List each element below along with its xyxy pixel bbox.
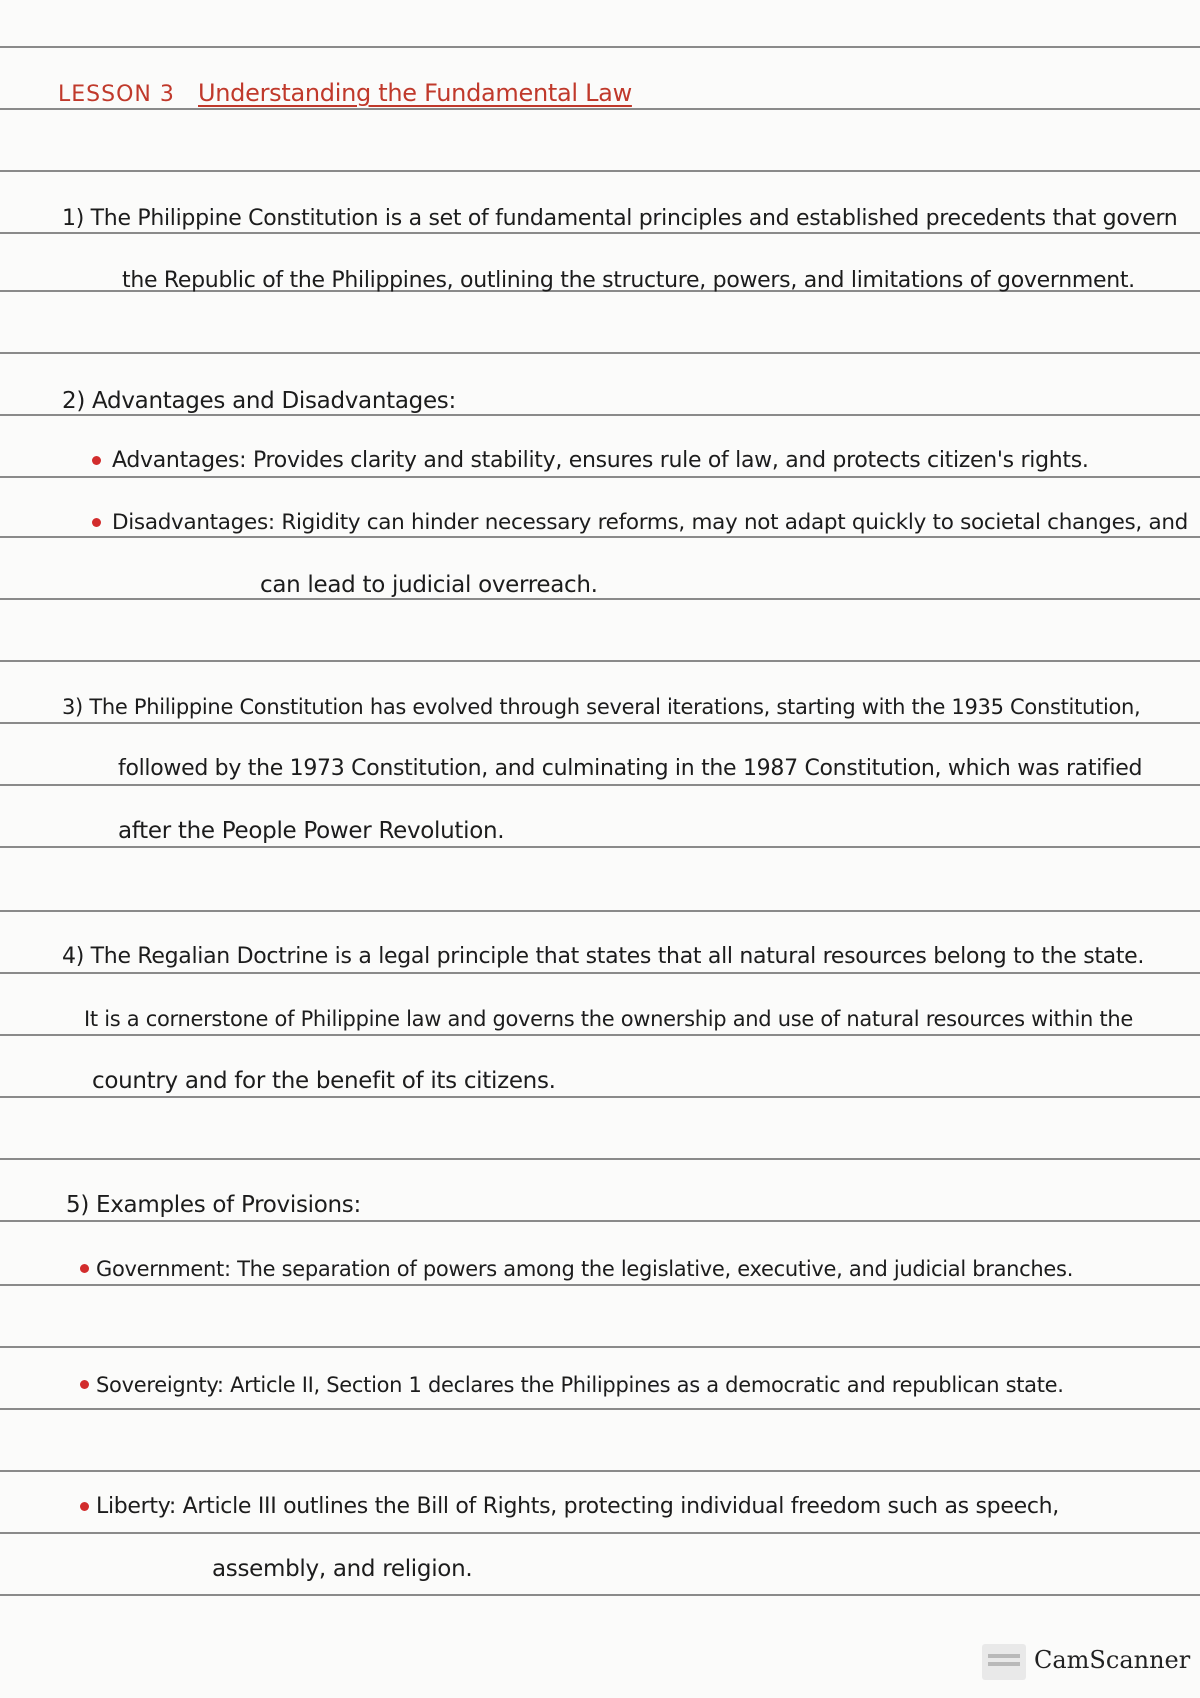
bullet-marker <box>80 1264 89 1273</box>
sovereignty-text: Sovereignty: Article II, Section 1 declares the Philippines as a democratic and republican state. <box>96 1373 1064 1397</box>
ruled-line <box>0 46 1200 48</box>
ruled-line <box>0 1408 1200 1410</box>
section-2-heading: 2) Advantages and Disadvantages: <box>62 388 456 414</box>
ruled-line <box>0 972 1200 974</box>
watermark-text: CamScanner <box>1034 1646 1191 1674</box>
disadvantages-text-line-1: Disadvantages: Rigidity can hinder necessary reforms, may not adapt quickly to societal changes, and <box>112 510 1189 535</box>
section-4-line-1: 4) The Regalian Doctrine is a legal principle that states that all natural resources belong to the state. <box>62 944 1145 969</box>
bullet-marker <box>92 456 101 465</box>
section-1-line-2: the Republic of the Philippines, outlining the structure, powers, and limitations of government. <box>122 268 1135 293</box>
ruled-line <box>0 170 1200 172</box>
ruled-line <box>0 108 1200 110</box>
section-3-line-3: after the People Power Revolution. <box>118 818 505 844</box>
ruled-line <box>0 1284 1200 1286</box>
lesson-title: Understanding the Fundamental Law <box>198 79 632 107</box>
ruled-line <box>0 1220 1200 1222</box>
section-1-line-1: 1) The Philippine Constitution is a set of fundamental principles and established precedents that govern <box>62 206 1178 231</box>
ruled-line <box>0 1532 1200 1534</box>
ruled-line <box>0 1158 1200 1160</box>
liberty-text-line-2: assembly, and religion. <box>212 1556 473 1582</box>
ruled-line <box>0 476 1200 478</box>
camscanner-logo-icon <box>982 1644 1026 1680</box>
government-text: Government: The separation of powers among the legislative, executive, and judicial branches. <box>96 1257 1074 1281</box>
camscanner-watermark <box>982 1640 1191 1684</box>
ruled-line <box>0 722 1200 724</box>
ruled-line <box>0 784 1200 786</box>
ruled-line <box>0 598 1200 600</box>
ruled-line <box>0 846 1200 848</box>
ruled-line <box>0 1470 1200 1472</box>
advantages-text: Advantages: Provides clarity and stability, ensures rule of law, and protects citizen's rights. <box>112 448 1089 473</box>
section-3-line-1: 3) The Philippine Constitution has evolved through several iterations, starting with the 1935 Constitution, <box>62 695 1141 719</box>
section-3-line-2: followed by the 1973 Constitution, and culminating in the 1987 Constitution, which was ratified <box>118 756 1143 781</box>
section-5-heading: 5) Examples of Provisions: <box>66 1192 361 1218</box>
bullet-marker <box>92 518 101 527</box>
ruled-line <box>0 910 1200 912</box>
lesson-label: LESSON 3 <box>58 82 175 107</box>
ruled-line <box>0 1034 1200 1036</box>
disadvantages-text-line-2: can lead to judicial overreach. <box>260 572 598 598</box>
ruled-line <box>0 660 1200 662</box>
ruled-line <box>0 1594 1200 1596</box>
bullet-marker <box>80 1502 89 1511</box>
liberty-text-line-1: Liberty: Article III outlines the Bill of Rights, protecting individual freedom such as speech, <box>96 1494 1059 1519</box>
section-4-line-3: country and for the benefit of its citizens. <box>92 1068 556 1094</box>
bullet-marker <box>80 1380 89 1389</box>
section-4-line-2: It is a cornerstone of Philippine law and governs the ownership and use of natural resources within the <box>84 1007 1133 1031</box>
ruled-line <box>0 1096 1200 1098</box>
ruled-line <box>0 352 1200 354</box>
ruled-line <box>0 1346 1200 1348</box>
